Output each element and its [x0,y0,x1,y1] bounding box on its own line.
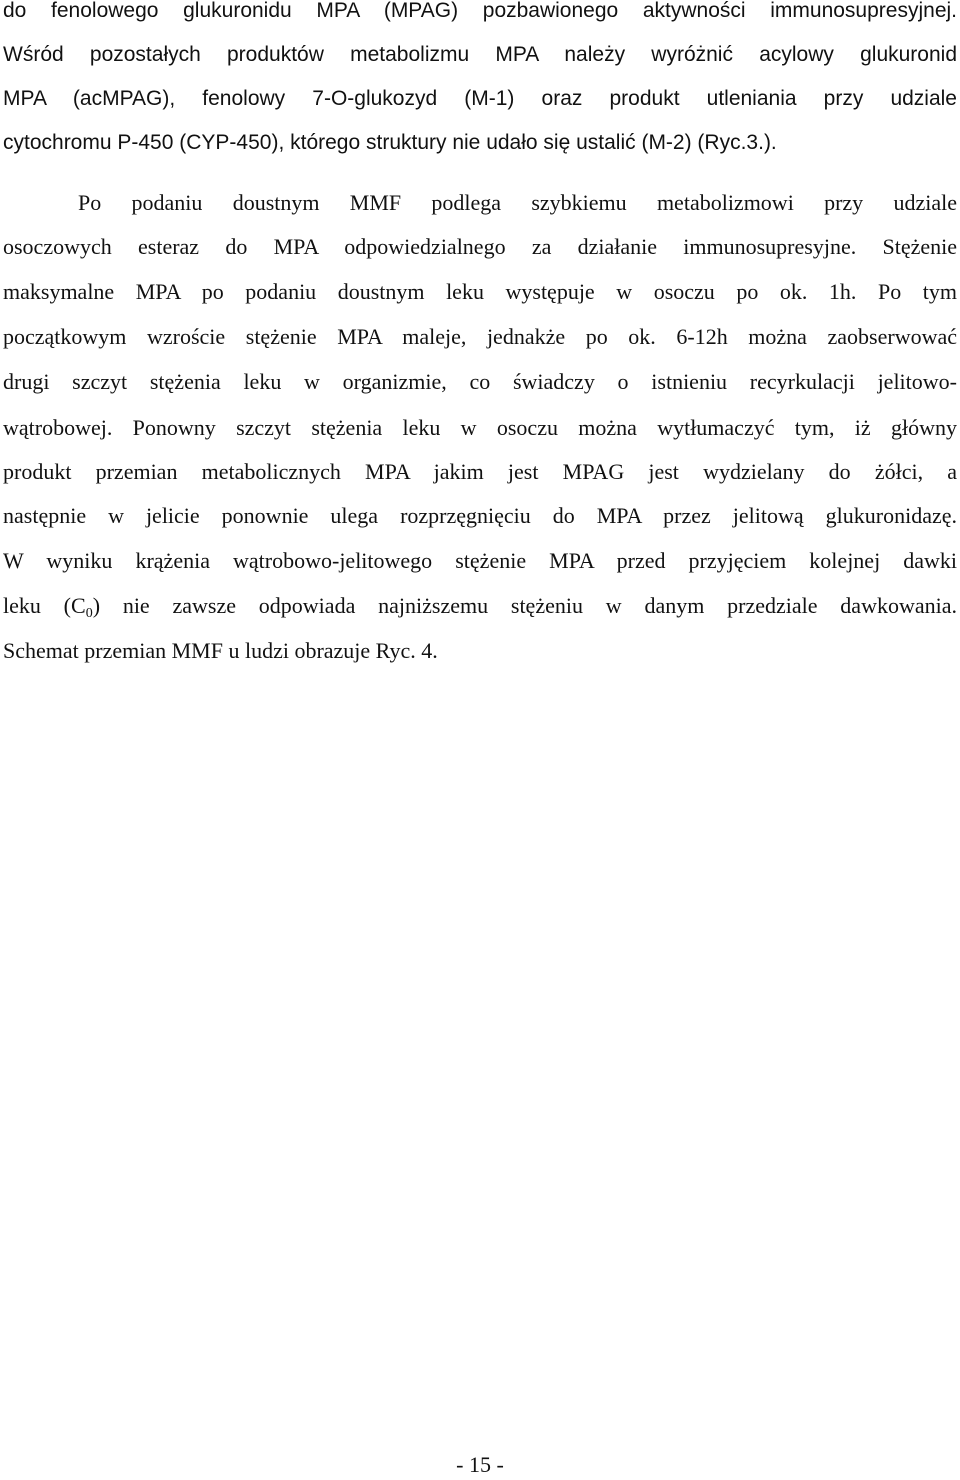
text-line: maksymalne MPA po podaniu doustnym leku występuje w osoczu po ok. 1h. Po tym [3,279,957,304]
text-line: W wyniku krążenia wątrobowo-jelitowego stężenie MPA przed przyjęciem kolejnej dawki [3,548,957,573]
text-line: Wśród pozostałych produktów metabolizmu MPA należy wyróżnić acylowy glukuronid [3,43,957,66]
text-line [3,591,957,621]
text-segment: leku (C [3,593,86,618]
page-number: - 15 - [456,1452,504,1477]
text-line: drugi szczyt stężenia leku w organizmie, co świadczy o istnieniu recyrkulacji jelitowo- [3,369,957,394]
text-line: wątrobowej. Ponowny szczyt stężenia leku w osoczu można wytłumaczyć tym, iż główny [3,415,957,440]
text-line: początkowym wzroście stężenie MPA maleje, jednakże po ok. 6-12h można zaobserwować [3,324,957,349]
text-line: MPA (acMPAG), fenolowy 7-O-glukozyd (M-1) oraz produkt utleniania przy udziale [3,87,957,110]
text-line: cytochromu P-450 (CYP-450), którego struktury nie udało się ustalić (M-2) (Ryc.3.). [3,131,777,154]
text-line: następnie w jelicie ponownie ulega rozprzęgnięciu do MPA przez jelitową glukuronidazę. [3,503,957,528]
text-line: Schemat przemian MMF u ludzi obrazuje Ryc. 4. [3,638,438,663]
text-line: produkt przemian metabolicznych MPA jakim jest MPAG jest wydzielany do żółci, a [3,459,957,484]
text-line: Po podaniu doustnym MMF podlega szybkiemu metabolizmowi przy udziale [78,190,957,215]
subscript: 0 [85,606,93,621]
text-line: do fenolowego glukuronidu MPA (MPAG) pozbawionego aktywności immunosupresyjnej. [3,0,957,22]
text-segment: ) nie zawsze odpowiada najniższemu stężeniu w danym przedziale dawkowania. [92,593,957,618]
text-line: osoczowych esteraz do MPA odpowiedzialnego za działanie immunosupresyjne. Stężenie [3,234,957,259]
